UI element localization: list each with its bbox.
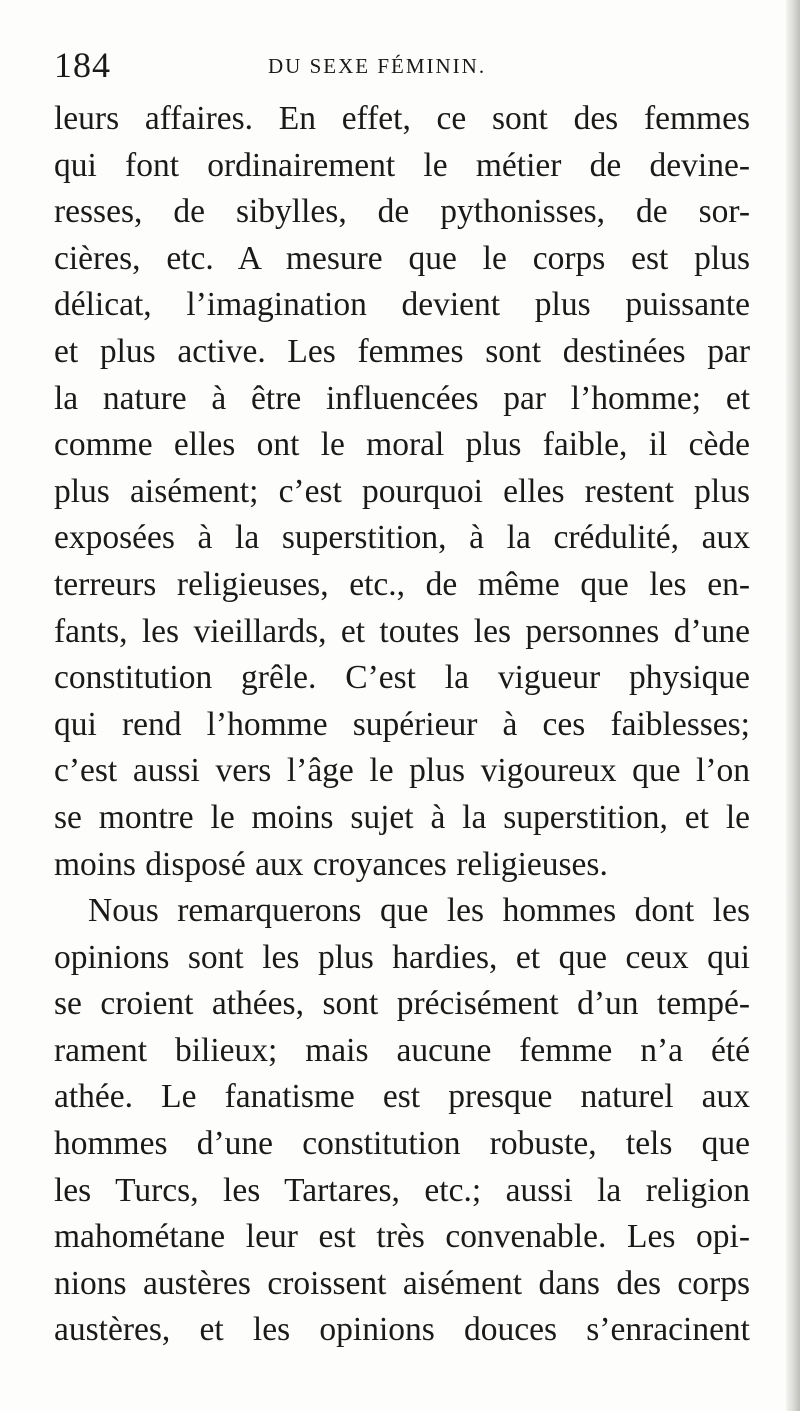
text-line: mahométane leur est très convenable. Les opi-: [54, 1218, 750, 1256]
text-line: comme elles ont le moral plus faible, il cède: [54, 426, 750, 464]
text-line: plus aisément; c’est pourquoi elles restent plus: [54, 472, 750, 510]
text-line: cières, etc. A mesure que le corps est plus: [54, 239, 750, 277]
text-line: c’est aussi vers l’âge le plus vigoureux que l’on: [54, 752, 750, 790]
text-line: hommes d’une constitution robuste, tels que: [54, 1125, 750, 1163]
text-line: Nous remarquerons que les hommes dont les: [88, 892, 750, 930]
text-line: exposées à la superstition, à la crédulité, aux: [54, 519, 750, 557]
text-line: qui font ordinairement le métier de devine-: [54, 146, 750, 184]
page-edge-shadow: [786, 0, 800, 1411]
text-line: fants, les vieillards, et toutes les personnes d’une: [54, 612, 750, 650]
text-line: austères, et les opinions douces s’enracinent: [54, 1311, 750, 1349]
text-line: opinions sont les plus hardies, et que ceux qui: [54, 938, 750, 976]
running-head: [54, 40, 754, 90]
text-line: se montre le moins sujet à la superstition, et le: [54, 798, 750, 836]
body-text: [54, 96, 750, 1354]
text-line: athée. Le fanatisme est presque naturel aux: [54, 1078, 750, 1116]
text-line: la nature à être influencées par l’homme; et: [54, 379, 750, 417]
text-line: moins disposé aux croyances religieuses.: [54, 845, 608, 883]
text-line: et plus active. Les femmes sont destinées par: [54, 332, 750, 370]
text-line: délicat, l’imagination devient plus puissante: [54, 286, 750, 324]
text-line: rament bilieux; mais aucune femme n’a été: [54, 1031, 750, 1069]
running-head-title: DU SEXE FÉMININ.: [268, 54, 487, 78]
text-line: leurs affaires. En effet, ce sont des femmes: [54, 100, 750, 137]
text-line: se croient athées, sont précisément d’un tempé-: [54, 985, 750, 1023]
text-line: qui rend l’homme supérieur à ces faiblesses;: [54, 705, 750, 743]
text-line: nions austères croissent aisément dans des corps: [54, 1264, 750, 1302]
text-line: terreurs religieuses, etc., de même que les en-: [54, 565, 750, 603]
text-line: resses, de sibylles, de pythonisses, de sor-: [54, 193, 750, 231]
page-number: 184: [54, 45, 111, 85]
text-line: constitution grêle. C’est la vigueur physique: [54, 659, 750, 697]
text-line: les Turcs, les Tartares, etc.; aussi la religion: [54, 1171, 750, 1209]
